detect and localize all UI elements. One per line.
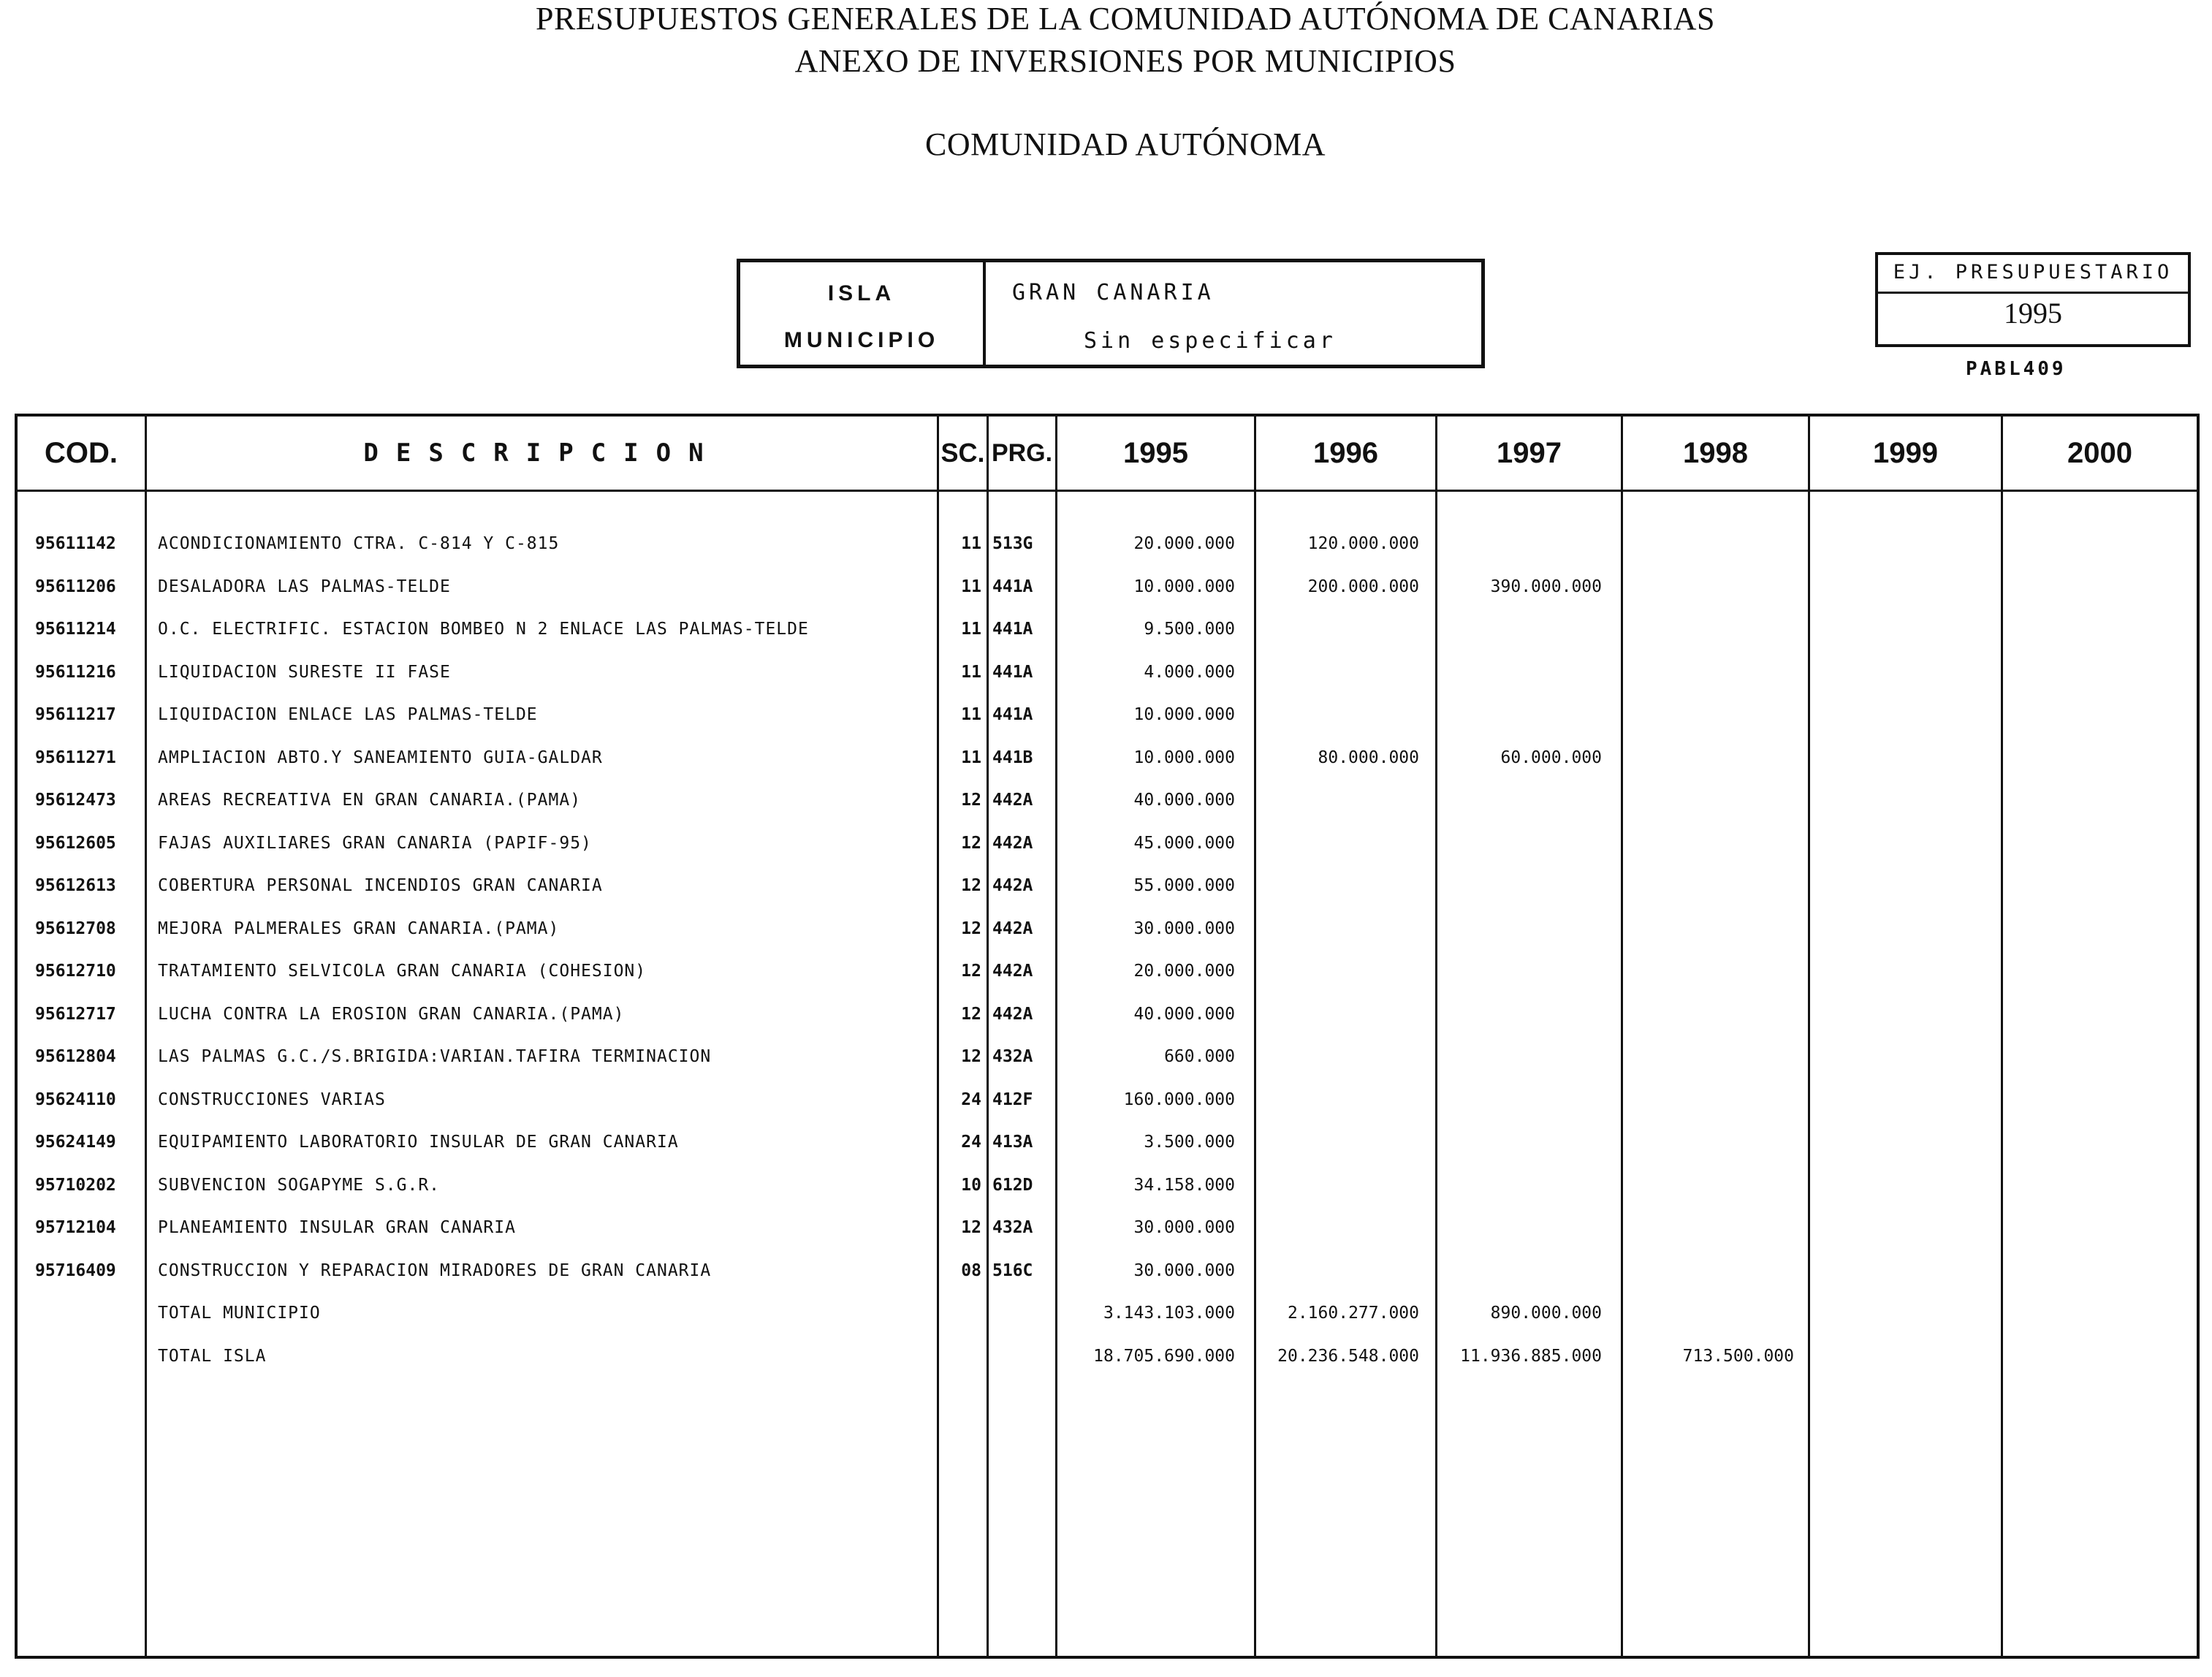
section-title: COMUNIDAD AUTÓNOMA [925, 126, 1326, 162]
municipio-label: MUNICIPIO [783, 328, 940, 352]
amount-1998-cell [1626, 700, 1794, 729]
amount-1999-cell [1812, 1298, 1988, 1328]
amount-1997-cell [1440, 1000, 1602, 1029]
amount-1999-cell [1812, 786, 1988, 815]
amount-1997-cell [1440, 1213, 1602, 1242]
amount-1996-cell [1257, 1213, 1419, 1242]
amount-2000-cell [2006, 829, 2181, 858]
amount-1998-cell [1626, 1298, 1794, 1328]
prg-cell [992, 1342, 1051, 1371]
amount-1997-cell: 390.000.000 [1490, 577, 1602, 596]
prg-cell: 432A [992, 1047, 1033, 1066]
sc-cell: 11 [961, 705, 981, 724]
amount-1995-cell: 30.000.000 [1133, 919, 1235, 938]
header-1998: 1998 [1683, 437, 1748, 469]
amount-1999-cell [1812, 615, 1988, 644]
cod-cell: 95612605 [35, 834, 116, 853]
amount-1997-cell [1440, 1171, 1602, 1200]
amount-1995-cell: 160.000.000 [1123, 1090, 1235, 1109]
amount-2000-cell [2006, 1000, 2181, 1029]
amount-1997-cell [1440, 1256, 1602, 1285]
amount-1998-cell [1626, 529, 1794, 558]
amount-1998-cell [1626, 1171, 1794, 1200]
amount-1996-cell [1257, 1171, 1419, 1200]
amount-1999-cell [1812, 1085, 1988, 1114]
amount-1995-cell: 660.000 [1164, 1047, 1235, 1066]
descripcion-cell: LAS PALMAS G.C./S.BRIGIDA:VARIAN.TAFIRA TERMINACION [158, 1047, 712, 1066]
header-1996: 1996 [1313, 437, 1378, 469]
amount-1998-cell [1626, 1085, 1794, 1114]
amount-1997-cell: 890.000.000 [1490, 1304, 1602, 1323]
ejercicio-year: 1995 [2004, 297, 2062, 330]
amount-1997-cell: 60.000.000 [1500, 748, 1602, 767]
column-divider [1435, 414, 1437, 1659]
descripcion-cell: TOTAL ISLA [158, 1347, 267, 1366]
header-rule [15, 490, 2200, 492]
descripcion-cell: AREAS RECREATIVA EN GRAN CANARIA.(PAMA) [158, 791, 582, 810]
descripcion-cell: EQUIPAMIENTO LABORATORIO INSULAR DE GRAN CANARIA [158, 1133, 679, 1152]
amount-2000-cell [2006, 572, 2181, 601]
amount-1998-cell: 713.500.000 [1682, 1347, 1794, 1366]
amount-1996-cell [1257, 829, 1419, 858]
column-divider [1808, 414, 1810, 1659]
sc-cell: 11 [961, 620, 981, 639]
prg-cell: 612D [992, 1176, 1033, 1195]
cod-cell [35, 1342, 130, 1371]
amount-1995-cell: 10.000.000 [1133, 705, 1235, 724]
amount-2000-cell [2006, 957, 2181, 986]
amount-2000-cell [2006, 529, 2181, 558]
column-divider [987, 414, 989, 1659]
descripcion-cell: DESALADORA LAS PALMAS-TELDE [158, 577, 451, 596]
amount-1995-cell: 30.000.000 [1133, 1218, 1235, 1237]
location-box [737, 259, 1485, 368]
amount-1997-cell [1440, 786, 1602, 815]
prg-cell: 432A [992, 1218, 1033, 1237]
cod-cell: 95612473 [35, 791, 116, 810]
amount-1998-cell [1626, 1042, 1794, 1071]
report-code: PABL409 [1966, 358, 2067, 380]
header-1999: 1999 [1873, 437, 1938, 469]
amount-1999-cell [1812, 700, 1988, 729]
amount-1999-cell [1812, 957, 1988, 986]
amount-1998-cell [1626, 743, 1794, 772]
amount-1999-cell [1812, 1256, 1988, 1285]
amount-1995-cell: 18.705.690.000 [1093, 1347, 1235, 1366]
descripcion-cell: FAJAS AUXILIARES GRAN CANARIA (PAPIF-95) [158, 834, 592, 853]
amount-2000-cell [2006, 1042, 2181, 1071]
amount-2000-cell [2006, 1213, 2181, 1242]
sc-cell: 24 [961, 1090, 981, 1109]
prg-cell: 412F [992, 1090, 1033, 1109]
prg-cell [992, 1298, 1051, 1328]
amount-1995-cell: 9.500.000 [1144, 620, 1235, 639]
cod-cell: 95611216 [35, 663, 116, 682]
sc-cell: 12 [961, 1218, 981, 1237]
amount-1996-cell: 200.000.000 [1307, 577, 1419, 596]
descripcion-cell: LIQUIDACION SURESTE II FASE [158, 663, 451, 682]
prg-cell: 442A [992, 876, 1033, 895]
amount-1999-cell [1812, 529, 1988, 558]
amount-1996-cell [1257, 957, 1419, 986]
amount-1999-cell [1812, 1000, 1988, 1029]
prg-cell: 413A [992, 1133, 1033, 1152]
amount-1995-cell: 20.000.000 [1133, 534, 1235, 553]
ejercicio-label: EJ. PRESUPUESTARIO [1878, 255, 2188, 294]
descripcion-cell: SUBVENCION SOGAPYME S.G.R. [158, 1176, 441, 1195]
amount-1995-cell: 10.000.000 [1133, 577, 1235, 596]
amount-1995-cell: 40.000.000 [1133, 1005, 1235, 1024]
amount-1995-cell: 3.143.103.000 [1103, 1304, 1235, 1323]
prg-cell: 442A [992, 919, 1033, 938]
cod-cell: 95611206 [35, 577, 116, 596]
amount-1998-cell [1626, 786, 1794, 815]
sc-cell: 11 [961, 663, 981, 682]
location-box-divider [983, 262, 986, 365]
amount-1995-cell: 3.500.000 [1144, 1133, 1235, 1152]
amount-2000-cell [2006, 743, 2181, 772]
ejercicio-box [1875, 252, 2191, 347]
descripcion-cell: ACONDICIONAMIENTO CTRA. C-814 Y C-815 [158, 534, 560, 553]
amount-2000-cell [2006, 1085, 2181, 1114]
amount-1999-cell [1812, 1342, 1988, 1371]
cod-cell: 95612708 [35, 919, 116, 938]
amount-1997-cell [1440, 957, 1602, 986]
prg-cell: 442A [992, 834, 1033, 853]
header-1997: 1997 [1497, 437, 1562, 469]
sc-cell: 12 [961, 962, 981, 981]
amount-1998-cell [1626, 615, 1794, 644]
prg-cell: 441A [992, 705, 1033, 724]
header-2000: 2000 [2067, 437, 2132, 469]
municipio-value: Sin especificar [1084, 328, 1337, 354]
cod-cell: 95612804 [35, 1047, 116, 1066]
amount-2000-cell [2006, 914, 2181, 943]
prg-cell: 441A [992, 663, 1033, 682]
descripcion-cell: TRATAMIENTO SELVICOLA GRAN CANARIA (COHESION) [158, 962, 647, 981]
amount-1995-cell: 20.000.000 [1133, 962, 1235, 981]
amount-1998-cell [1626, 658, 1794, 687]
cod-cell: 95611142 [35, 534, 116, 553]
column-divider [2001, 414, 2003, 1659]
amount-1998-cell [1626, 829, 1794, 858]
amount-1998-cell [1626, 957, 1794, 986]
document-title: PRESUPUESTOS GENERALES DE LA COMUNIDAD AUTÓNOMA DE CANARIAS [535, 1, 1716, 37]
cod-cell: 95712104 [35, 1218, 116, 1237]
cod-cell: 95716409 [35, 1261, 116, 1280]
sc-cell: 11 [961, 748, 981, 767]
amount-1995-cell: 10.000.000 [1133, 748, 1235, 767]
amount-1996-cell: 80.000.000 [1318, 748, 1419, 767]
amount-2000-cell [2006, 615, 2181, 644]
document-subtitle: ANEXO DE INVERSIONES POR MUNICIPIOS [794, 43, 1456, 79]
prg-cell: 441B [992, 748, 1033, 767]
sc-cell: 12 [961, 876, 981, 895]
sc-cell [938, 1298, 981, 1328]
cod-cell: 95624149 [35, 1133, 116, 1152]
sc-cell: 12 [961, 1047, 981, 1066]
amount-1997-cell [1440, 1042, 1602, 1071]
amount-2000-cell [2006, 1256, 2181, 1285]
column-divider [145, 414, 147, 1659]
cod-cell: 95611271 [35, 748, 116, 767]
amount-1996-cell: 20.236.548.000 [1277, 1347, 1419, 1366]
column-divider [1254, 414, 1256, 1659]
prg-cell: 442A [992, 962, 1033, 981]
amount-1996-cell [1257, 1000, 1419, 1029]
header-cod: COD. [45, 437, 118, 469]
cod-cell: 95710202 [35, 1176, 116, 1195]
cod-cell: 95611217 [35, 705, 116, 724]
prg-cell: 442A [992, 791, 1033, 810]
amount-1997-cell [1440, 1085, 1602, 1114]
amount-1996-cell [1257, 1256, 1419, 1285]
amount-1997-cell [1440, 1127, 1602, 1157]
cod-cell: 95612717 [35, 1005, 116, 1024]
sc-cell: 12 [961, 1005, 981, 1024]
amount-1995-cell: 4.000.000 [1144, 663, 1235, 682]
descripcion-cell: O.C. ELECTRIFIC. ESTACION BOMBEO N 2 ENLACE LAS PALMAS-TELDE [158, 620, 809, 639]
amount-2000-cell [2006, 786, 2181, 815]
prg-cell: 513G [992, 534, 1033, 553]
prg-cell: 516C [992, 1261, 1033, 1280]
amount-1996-cell: 120.000.000 [1307, 534, 1419, 553]
descripcion-cell: TOTAL MUNICIPIO [158, 1304, 321, 1323]
amount-1998-cell [1626, 1127, 1794, 1157]
amount-1997-cell [1440, 700, 1602, 729]
amount-1998-cell [1626, 1000, 1794, 1029]
amount-1997-cell [1440, 615, 1602, 644]
amount-1995-cell: 34.158.000 [1133, 1176, 1235, 1195]
header-1995: 1995 [1123, 437, 1188, 469]
prg-cell: 442A [992, 1005, 1033, 1024]
sc-cell: 12 [961, 791, 981, 810]
amount-1997-cell [1440, 829, 1602, 858]
sc-cell: 12 [961, 834, 981, 853]
amount-1998-cell [1626, 1256, 1794, 1285]
amount-1999-cell [1812, 1042, 1988, 1071]
amount-1996-cell [1257, 1127, 1419, 1157]
amount-1996-cell [1257, 871, 1419, 900]
amount-1998-cell [1626, 572, 1794, 601]
sc-cell [938, 1342, 981, 1371]
amount-2000-cell [2006, 1171, 2181, 1200]
amount-1996-cell [1257, 700, 1419, 729]
descripcion-cell: PLANEAMIENTO INSULAR GRAN CANARIA [158, 1218, 516, 1237]
amount-1999-cell [1812, 1127, 1988, 1157]
header-prg: PRG. [991, 439, 1053, 467]
prg-cell: 441A [992, 620, 1033, 639]
amount-1999-cell [1812, 1171, 1988, 1200]
amount-1995-cell: 40.000.000 [1133, 791, 1235, 810]
sc-cell: 10 [961, 1176, 981, 1195]
column-divider [1055, 414, 1057, 1659]
sc-cell: 12 [961, 919, 981, 938]
column-divider [1621, 414, 1623, 1659]
amount-1996-cell [1257, 658, 1419, 687]
isla-label: ISLA [827, 281, 896, 305]
amount-1999-cell [1812, 1213, 1988, 1242]
amount-2000-cell [2006, 1127, 2181, 1157]
amount-1996-cell: 2.160.277.000 [1287, 1304, 1419, 1323]
descripcion-cell: CONSTRUCCIONES VARIAS [158, 1090, 386, 1109]
amount-2000-cell [2006, 700, 2181, 729]
amount-1996-cell [1257, 615, 1419, 644]
descripcion-cell: AMPLIACION ABTO.Y SANEAMIENTO GUIA-GALDAR [158, 748, 603, 767]
amount-1995-cell: 45.000.000 [1133, 834, 1235, 853]
amount-1995-cell: 30.000.000 [1133, 1261, 1235, 1280]
amount-1996-cell [1257, 1085, 1419, 1114]
amount-1995-cell: 55.000.000 [1133, 876, 1235, 895]
amount-1997-cell [1440, 658, 1602, 687]
amount-1998-cell [1626, 871, 1794, 900]
amount-1997-cell [1440, 914, 1602, 943]
amount-1996-cell [1257, 914, 1419, 943]
amount-1999-cell [1812, 743, 1988, 772]
amount-1999-cell [1812, 871, 1988, 900]
sc-cell: 11 [961, 577, 981, 596]
cod-cell: 95624110 [35, 1090, 116, 1109]
amount-1998-cell [1626, 914, 1794, 943]
amount-1999-cell [1812, 658, 1988, 687]
amount-2000-cell [2006, 871, 2181, 900]
descripcion-cell: LUCHA CONTRA LA EROSION GRAN CANARIA.(PAMA) [158, 1005, 625, 1024]
prg-cell: 441A [992, 577, 1033, 596]
descripcion-cell: LIQUIDACION ENLACE LAS PALMAS-TELDE [158, 705, 538, 724]
amount-2000-cell [2006, 1298, 2181, 1328]
amount-1997-cell [1440, 529, 1602, 558]
descripcion-cell: CONSTRUCCION Y REPARACION MIRADORES DE GRAN CANARIA [158, 1261, 712, 1280]
amount-2000-cell [2006, 1342, 2181, 1371]
header-descripcion: DESCRIPCION [363, 438, 721, 468]
sc-cell: 11 [961, 534, 981, 553]
amount-1997-cell: 11.936.885.000 [1460, 1347, 1602, 1366]
amount-1999-cell [1812, 829, 1988, 858]
isla-value: GRAN CANARIA [1012, 280, 1215, 305]
descripcion-cell: MEJORA PALMERALES GRAN CANARIA.(PAMA) [158, 919, 560, 938]
amount-2000-cell [2006, 658, 2181, 687]
amount-1999-cell [1812, 572, 1988, 601]
amount-1998-cell [1626, 1213, 1794, 1242]
sc-cell: 08 [961, 1261, 981, 1280]
amount-1997-cell [1440, 871, 1602, 900]
cod-cell: 95611214 [35, 620, 116, 639]
descripcion-cell: COBERTURA PERSONAL INCENDIOS GRAN CANARIA [158, 876, 603, 895]
sc-cell: 24 [961, 1133, 981, 1152]
cod-cell: 95612710 [35, 962, 116, 981]
amount-1996-cell [1257, 786, 1419, 815]
cod-cell [35, 1298, 130, 1328]
cod-cell: 95612613 [35, 876, 116, 895]
amount-1996-cell [1257, 1042, 1419, 1071]
header-sc: SC. [940, 438, 985, 468]
amount-1999-cell [1812, 914, 1988, 943]
